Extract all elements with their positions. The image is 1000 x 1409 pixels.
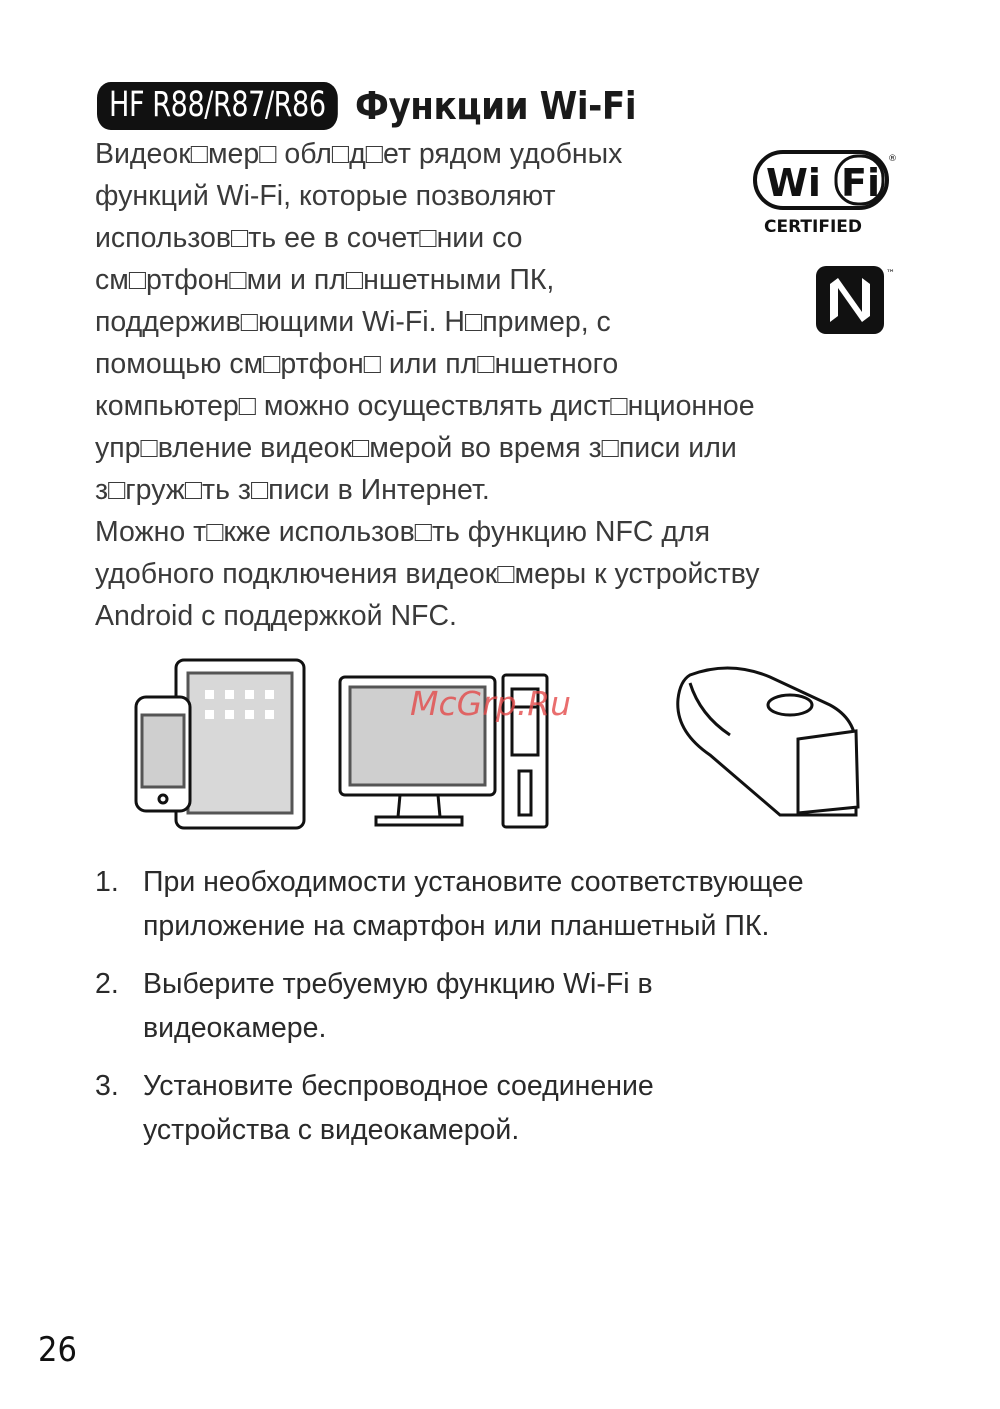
wifi-certified-logo (752, 148, 898, 240)
section-header (97, 82, 667, 130)
wifi-logo-fi: Fi (841, 161, 880, 205)
list-item (95, 860, 915, 948)
nfc-paragraph (95, 511, 759, 637)
nfc-line: Android с поддержкой NFC. (95, 600, 457, 632)
model-badge: HF R88/R87/R86 (97, 82, 338, 130)
step-number: 2. (95, 968, 119, 1000)
step-number: 3. (95, 1070, 119, 1102)
page-title: Функции Wi-Fi (354, 84, 636, 128)
watermark-text: McGrp.Ru (410, 684, 572, 723)
registered-mark: ® (888, 154, 897, 164)
nfc-n-mark-icon (814, 264, 898, 336)
step-line: При необходимости установите соответствующее (143, 866, 804, 898)
intro-line: компьютер□ можно осуществлять дист□нционное (95, 390, 755, 422)
step-number: 1. (95, 866, 119, 898)
trademark-mark: ™ (886, 269, 895, 279)
intro-line: з□груж□ть з□писи в Интернет. (95, 474, 490, 506)
step-line: видеокамере. (143, 1012, 327, 1044)
steps-list (95, 860, 915, 1166)
step-line: устройства с видеокамерой. (143, 1114, 520, 1146)
intro-line: использов□ть ее в сочет□нии со (95, 222, 523, 254)
list-item (95, 1064, 915, 1152)
smartphone-icon (136, 697, 190, 811)
wifi-logo-wi: Wi (766, 161, 821, 205)
intro-line: Видеок□мер□ обл□д□ет рядом удобных (95, 138, 623, 170)
nfc-line: удобного подключения видеок□меры к устройству (95, 558, 760, 590)
devices-illustration (130, 655, 900, 835)
intro-paragraph (95, 133, 755, 511)
intro-line: помощью см□ртфон□ или пл□ншетного (95, 348, 619, 380)
intro-line: поддержив□ющими Wi-Fi. Н□пример, с (95, 306, 611, 338)
nfc-line: Можно т□кже использов□ть функцию NFC для (95, 516, 711, 548)
intro-line: функций Wi-Fi, которые позволяют (95, 180, 556, 212)
intro-line: упр□вление видеок□мерой во время з□писи или (95, 432, 737, 464)
step-line: приложение на смартфон или планшетный ПК. (143, 910, 770, 942)
intro-line: см□ртфон□ми и пл□ншетными ПК, (95, 264, 555, 296)
camcorder-icon (678, 668, 858, 815)
step-line: Выберите требуемую функцию Wi-Fi в (143, 968, 653, 1000)
page-number: 26 (38, 1330, 77, 1370)
list-item (95, 962, 915, 1050)
wifi-logo-certified: CERTIFIED (764, 217, 862, 237)
step-line: Установите беспроводное соединение (143, 1070, 654, 1102)
tablet-icon (176, 660, 304, 828)
